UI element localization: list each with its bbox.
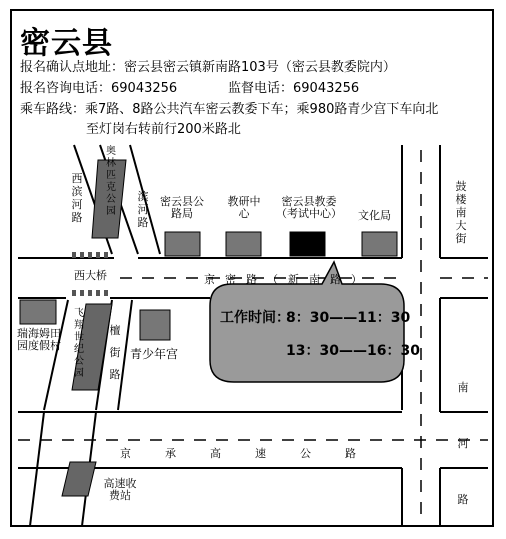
bridge-post	[88, 252, 92, 258]
label-jingcheng-highway: 京承高速公路	[120, 447, 390, 460]
address-line: 报名确认点地址：密云县密云镇新南路103号（密云县教委院内）	[20, 60, 396, 75]
bridge-post	[96, 252, 100, 258]
label-highway-bureau: 密云县公路局	[160, 195, 204, 220]
label-toll-station: 高速收费站	[103, 477, 137, 502]
bridge-post	[104, 252, 108, 258]
label-education-committee: 密云县教委（考试中心）	[276, 195, 342, 220]
supervise-line: 监督电话：69043256	[228, 81, 360, 96]
label-chang-street: 檀街路	[109, 324, 121, 381]
bridge-post	[80, 252, 84, 258]
label-olympic-park: 奥林匹克公园	[106, 146, 116, 217]
resort-building	[20, 300, 56, 324]
page-title: 密云县	[20, 26, 113, 61]
label-culture-bureau: 文化局	[358, 209, 391, 222]
label-research-center: 教研中心	[227, 195, 261, 220]
label-jingmi-road: 京密路（新南路）	[204, 273, 372, 286]
label-binhe-road: 滨河路	[137, 190, 149, 229]
bridge-post	[72, 252, 76, 258]
hours-morning: 8：30——11：30	[286, 310, 411, 326]
label-xichuan-river: 西滨河路	[71, 172, 83, 224]
youth-palace-building	[140, 310, 170, 340]
hours-label: 工作时间：	[220, 310, 290, 326]
label-nanhe-road: 南河路	[457, 381, 469, 506]
phone-line: 报名咨询电话：69043256	[20, 81, 178, 96]
label-century-park: 飞翔世纪公园	[74, 308, 84, 379]
bridge-post	[96, 290, 100, 296]
bridge-post	[88, 290, 92, 296]
label-gu-street: 鼓楼南大街	[455, 180, 467, 245]
label-youth-palace: 青少年宫	[130, 347, 179, 361]
education-committee-building	[290, 232, 325, 256]
hours-afternoon: 13：30——16：30	[286, 343, 420, 359]
bridge-post	[104, 290, 108, 296]
research-center-building	[226, 232, 261, 256]
label-resort: 瑞海姆田园度假村	[17, 327, 61, 352]
highway-bureau-building	[165, 232, 200, 256]
route-line-1: 乘车路线：乘7路、8路公共汽车密云教委下车；乘980路青少宫下车向北	[20, 102, 439, 117]
route-line-2: 至灯岗右转前行200米路北	[86, 122, 241, 137]
bridge-post	[80, 290, 84, 296]
culture-bureau-building	[362, 232, 397, 256]
bridge-post	[72, 290, 76, 296]
label-xida-bridge: 西大桥	[74, 269, 107, 282]
